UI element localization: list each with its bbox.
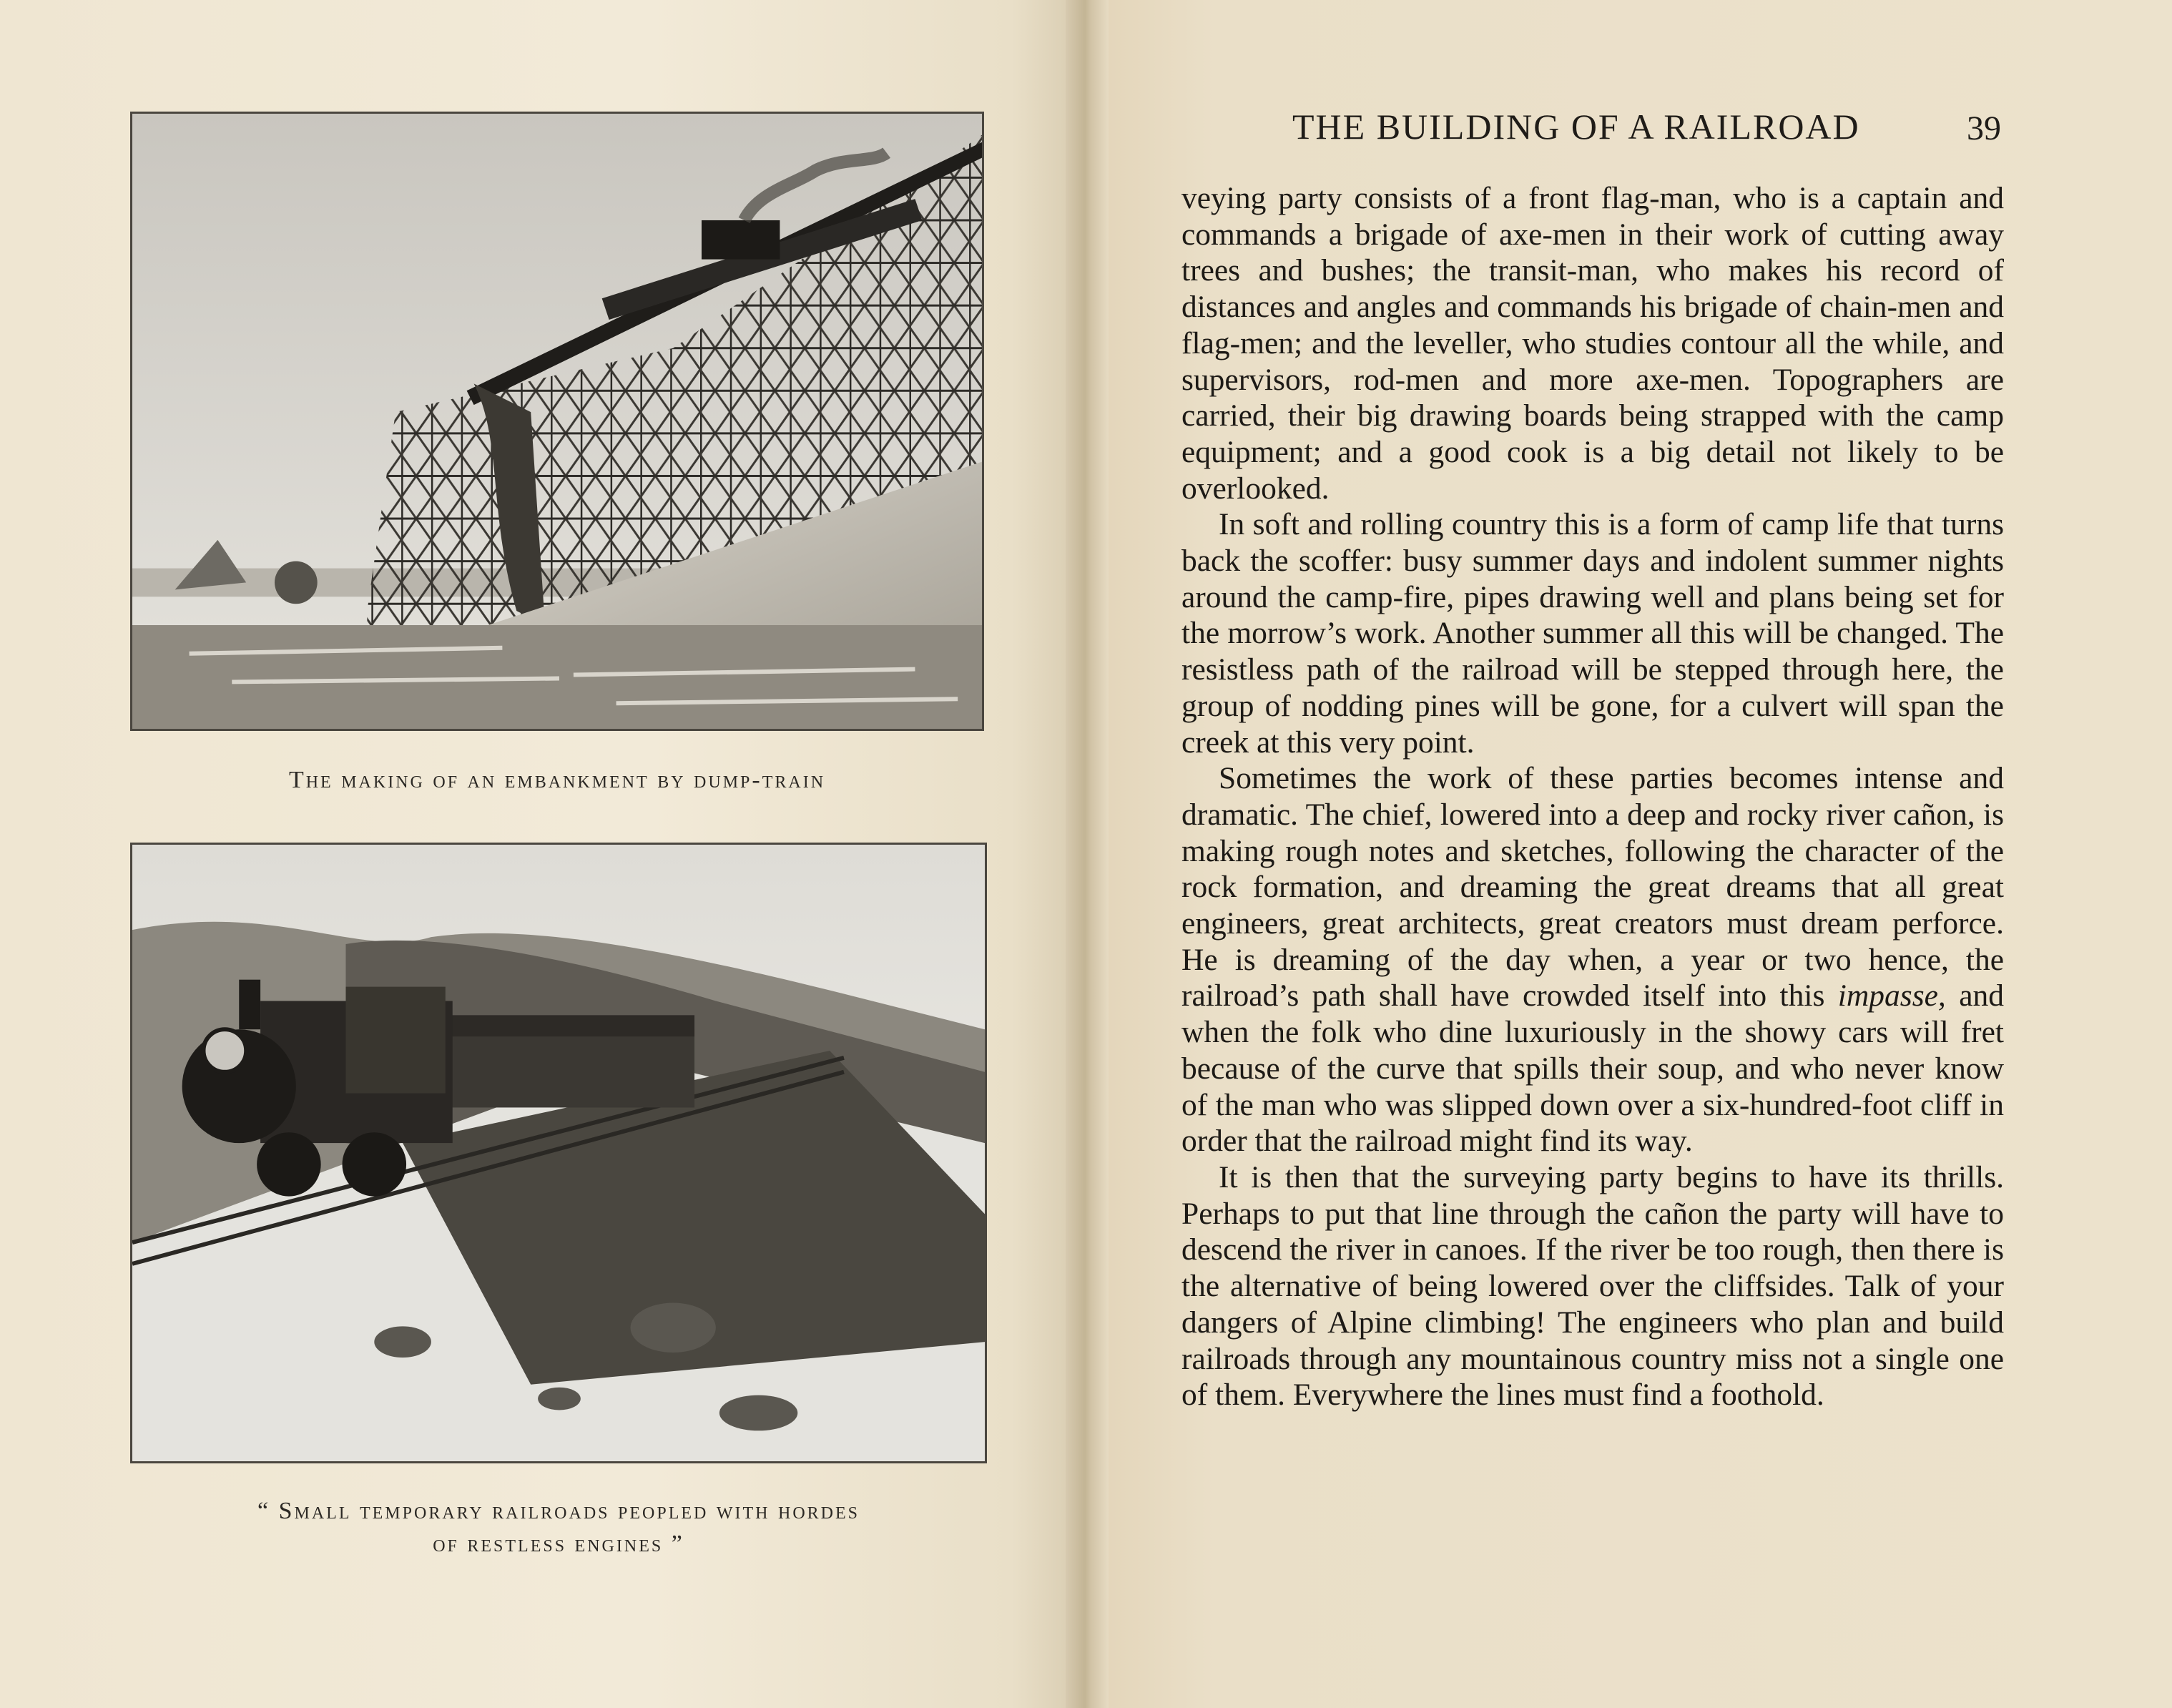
paragraph-3-part-1: Sometimes the work of these parties becomes intense and dramatic. The chief, lowered into a deep and rocky river cañon, is making rough notes and sketches, following the character of the rock formation, and dreaming the great dreams that all great engineers, great architects, great creators must dream perforce. He is dreaming of the day when, a year or two hence, the railroad’s path shall have crowded itself into this xyxy=(1181,761,2004,1013)
caption-line-1: “ Small temporary railroads peopled with hordes xyxy=(257,1498,860,1524)
book-gutter xyxy=(1066,0,1109,1708)
locomotive-photo-illustration xyxy=(132,845,985,1461)
photo-embankment-trestle xyxy=(130,112,984,731)
paragraph-1: veying party consists of a front flag-man, who is a captain and commands a brigade of axe-men in their work of cutting away trees and bushes; the transit-man, who makes his record of distances and angles and commands his brigade of chain-men and flag-men; and the leveller, who studies contour all the while, and supervisors, rod-men and more axe-men. Topographers are carried, their big drawing boards being strapped with the camp equipment; and a good cook is a big detail not likely to be overlooked. xyxy=(1181,181,2004,506)
italic-impasse: impasse, xyxy=(1837,978,1946,1013)
caption-embankment: The making of an embankment by dump-train xyxy=(288,767,826,793)
caption-temporary-railroads xyxy=(130,1495,987,1561)
running-head: THE BUILDING OF A RAILROAD xyxy=(1292,107,1860,147)
body-text xyxy=(1181,180,2004,1413)
caption-line-2: of restless engines ” xyxy=(433,1531,684,1557)
paragraph-3-part-2: and when the folk who dine luxuriously in the showy cars will fret because of the curve that spills their soup, and who never know of the man who was slipped down over a six-hundred-foot cliff in order that the railroad might find its way. xyxy=(1181,978,2005,1159)
page-number: 39 xyxy=(1967,109,2001,147)
paragraph-3 xyxy=(1181,760,2004,1159)
photo-temporary-railroad xyxy=(130,843,987,1463)
paragraph-2: In soft and rolling country this is a form of camp life that turns back the scoffer: busy summer days and indolent summer nights around the camp-fire, pipes drawing well and plans being set for the morrow’s work. Another summer all this will be changed. The resistless path of the railroad will be stepped through here, the group of nodding pines will be gone, for a culvert will span the creek at this very point. xyxy=(1181,507,2004,760)
trestle-photo-illustration xyxy=(132,114,982,729)
paragraph-4: It is then that the surveying party begins to have its thrills. Perhaps to put that line through the cañon the party will have to descend the river in canoes. If the river be too rough, then there is the alternative of being lowered over the cliffsides. Talk of your dangers of Alpine climbing! The engineers who plan and build railroads through any mountainous country miss not a single one of them. Everywhere the lines must find a foothold. xyxy=(1181,1159,2004,1413)
